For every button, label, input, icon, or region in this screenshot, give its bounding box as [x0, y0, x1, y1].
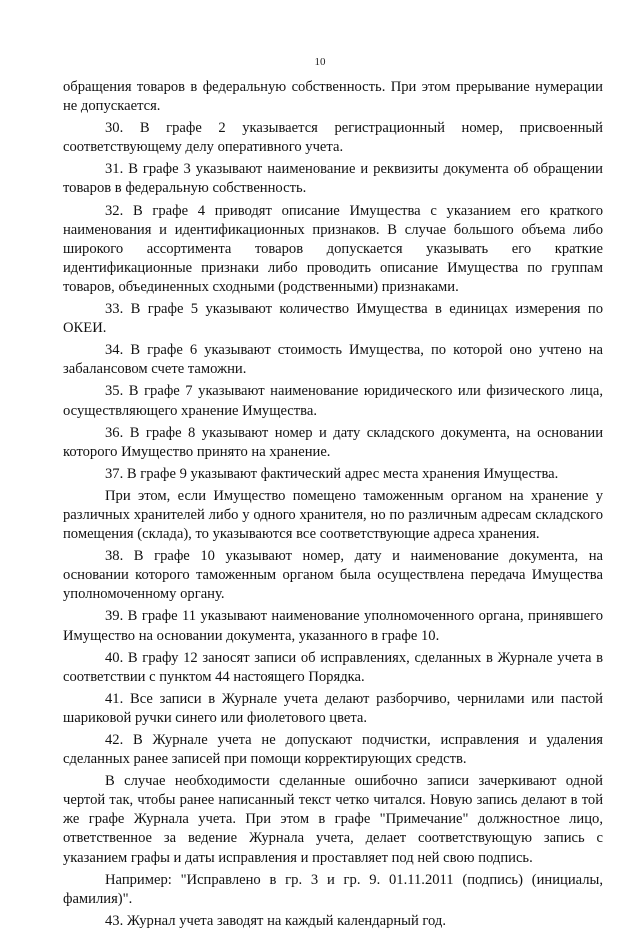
paragraph-37: 37. В графе 9 указывают фактический адрес места хранения Имущества. [105, 465, 559, 482]
paragraph-35: 35. В графе 7 указывают наименование юридического или физического лица, осуществляющего хранение Имущества. [63, 383, 603, 419]
paragraph-36: 36. В графе 8 указывают номер и дату складского документа, на основании которого Имущество принято на хранение. [63, 424, 603, 460]
paragraph-42-example: Например: "Исправлено в гр. 3 и гр. 9. 01.11.2011 (подпись) (инициалы, фамилия)". [63, 871, 603, 907]
document-body [63, 78, 603, 934]
paragraph-40: 40. В графу 12 заносят записи об исправлениях, сделанных в Журнале учета в соответствии с пунктом 44 настоящего Порядка. [63, 649, 603, 685]
paragraph-37-note: При этом, если Имущество помещено таможенным органом на хранение у различных хранителей либо у одного хранителя, но по различным адресам складского помещения (склада), то указываются все соответствующие адреса хранения. [63, 487, 603, 543]
page-number: 10 [314, 56, 326, 68]
paragraph-34: 34. В графе 6 указывают стоимость Имущества, по которой оно учтено на забалансовом счете таможни. [63, 342, 603, 378]
paragraph-continuation: обращения товаров в федеральную собственность. При этом прерывание нумерации не допускается. [63, 79, 603, 115]
paragraph-30: 30. В графе 2 указывается регистрационный номер, присвоенный соответствующему делу оперативного учета. [63, 120, 603, 156]
paragraph-41: 41. Все записи в Журнале учета делают разборчиво, чернилами или пастой шариковой ручки синего или фиолетового цвета. [63, 690, 603, 726]
paragraph-31: 31. В графе 3 указывают наименование и реквизиты документа об обращении товаров в федеральную собственность. [63, 161, 603, 197]
paragraph-42-correction: В случае необходимости сделанные ошибочно записи зачеркивают одной чертой так, чтобы ранее написанный текст четко читался. Новую запись делают в той же графе Журнала учета. При этом в графе "Примечание" должностное лицо, ответственное за ведение Журнала учета, делает соответствующую запись с указанием графы и даты исправления и проставляет под ней свою подпись. [63, 773, 603, 866]
paragraph-39: 39. В графе 11 указывают наименование уполномоченного органа, принявшего Имущество на основании документа, указанного в графе 10. [63, 608, 603, 644]
paragraph-38: 38. В графе 10 указывают номер, дату и наименование документа, на основании которого таможенным органом была осуществлена передача Имущества уполномоченному органу. [63, 548, 603, 603]
paragraph-43: 43. Журнал учета заводят на каждый календарный год. [105, 912, 447, 929]
paragraph-33: 33. В графе 5 указывают количество Имущества в единицах измерения по ОКЕИ. [63, 301, 603, 337]
paragraph-42: 42. В Журнале учета не допускают подчистки, исправления и удаления сделанных ранее записей при помощи корректирующих средств. [63, 732, 603, 768]
paragraph-32: 32. В графе 4 приводят описание Имущества с указанием его краткого наименования и идентификационных признаков. В случае большого объема либо широкого ассортимента товаров допускается указывать его краткие идентификационные признаки либо проводить описание Имущества по группам товаров, объединенных сходными (родственными) признаками. [63, 202, 603, 295]
